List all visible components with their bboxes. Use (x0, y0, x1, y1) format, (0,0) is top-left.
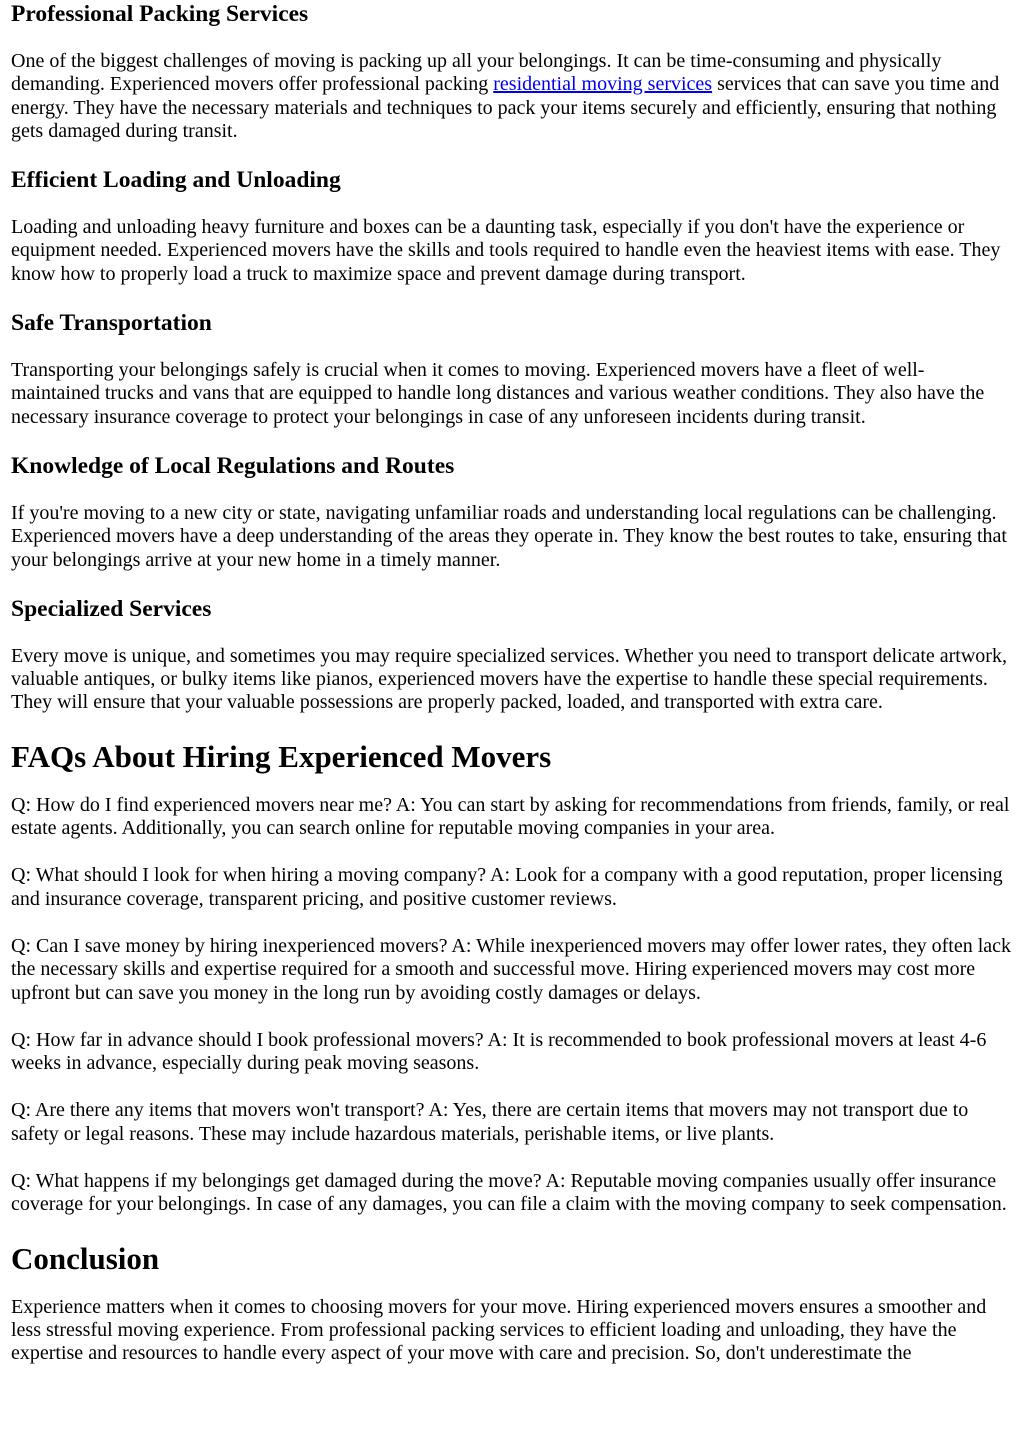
faq-item: Q: How do I find experienced movers near me? A: You can start by asking for recommendations from friends, family, or real estate agents. Additionally, you can search online for reputable moving companies in your area. (11, 793, 1010, 840)
heading-safe-transportation: Safe Transportation (11, 310, 212, 337)
heading-specialized-services: Specialized Services (11, 595, 212, 622)
faq-item: Q: Are there any items that movers won't transport? A: Yes, there are certain items that movers may not transport due to safety or legal reasons. These may include hazardous materials, perishable items, or live plants. (11, 1099, 969, 1145)
packing-text-before-link: One of the biggest challenges of moving is packing up all your belongings. It can be time-consuming and physically demanding. Experienced movers offer professional packing (11, 50, 942, 96)
article (0, 1, 1024, 1366)
packing-text-after-link: services that can save you time and energy. They have the necessary materials and techniques to pack your items securely and efficiently, ensuring that nothing gets damaged during transit. (11, 73, 1000, 142)
heading-conclusion: Conclusion (11, 1240, 160, 1276)
paragraph-conclusion: Experience matters when it comes to choosing movers for your move. Hiring experienced movers ensures a smoother and less stressful moving experience. From professional packing services to efficient loading and unloading, they have the expertise and resources to handle every aspect of your move with care and precision. So, don't underestimate the (11, 1295, 987, 1365)
paragraph-specialized-services: Every move is unique, and sometimes you may require specialized services. Whether you need to transport delicate artwork, valuable antiques, or bulky items like pianos, experienced movers have the expertise to handle these special requirements. They will ensure that your valuable possessions are properly packed, loaded, and transported with extra care. (11, 644, 1007, 714)
faq-item: Q: Can I save money by hiring inexperienced movers? A: While inexperienced movers may offer lower rates, they often lack the necessary skills and expertise required for a smooth and successful move. Hiring experienced movers may cost more upfront but can save you money in the long run by avoiding costly damages or delays. (11, 934, 1012, 1004)
faq-item: Q: What should I look for when hiring a moving company? A: Look for a company with a good reputation, proper licensing and insurance coverage, transparent pricing, and positive customer reviews. (11, 864, 1003, 910)
paragraph-local-regulations: If you're moving to a new city or state, navigating unfamiliar roads and understanding local regulations can be challenging. Experienced movers have a deep understanding of the areas they operate in. They know the best routes to take, ensuring that your belongings arrive at your new home in a timely manner. (11, 501, 1007, 571)
paragraph-professional-packing (11, 50, 1012, 143)
paragraph-safe-transportation: Transporting your belongings safely is crucial when it comes to moving. Experienced movers have a fleet of well-maintained trucks and vans that are equipped to handle long distances and various weather conditions. They also have the necessary insurance coverage to protect your belongings in case of any unforeseen incidents during transit. (11, 359, 985, 428)
heading-efficient-loading: Efficient Loading and Unloading (11, 167, 341, 194)
heading-professional-packing: Professional Packing Services (11, 1, 309, 27)
heading-faqs: FAQs About Hiring Experienced Movers (11, 738, 552, 774)
residential-moving-services-link[interactable]: residential moving services (493, 73, 713, 96)
faq-item: Q: What happens if my belongings get damaged during the move? A: Reputable moving companies usually offer insurance coverage for your belongings. In case of any damages, you can file a claim with the moving company to seek compensation. (11, 1170, 1007, 1216)
faq-item: Q: How far in advance should I book professional movers? A: It is recommended to book professional movers at least 4-6 weeks in advance, especially during peak moving seasons. (11, 1028, 987, 1075)
paragraph-efficient-loading: Loading and unloading heavy furniture and boxes can be a daunting task, especially if you don't have the experience or equipment needed. Experienced movers have the skills and tools required to handle even the heaviest items with ease. They know how to properly load a truck to maximize space and prevent damage during transport. (11, 216, 1001, 285)
heading-local-regulations: Knowledge of Local Regulations and Routes (11, 452, 455, 479)
